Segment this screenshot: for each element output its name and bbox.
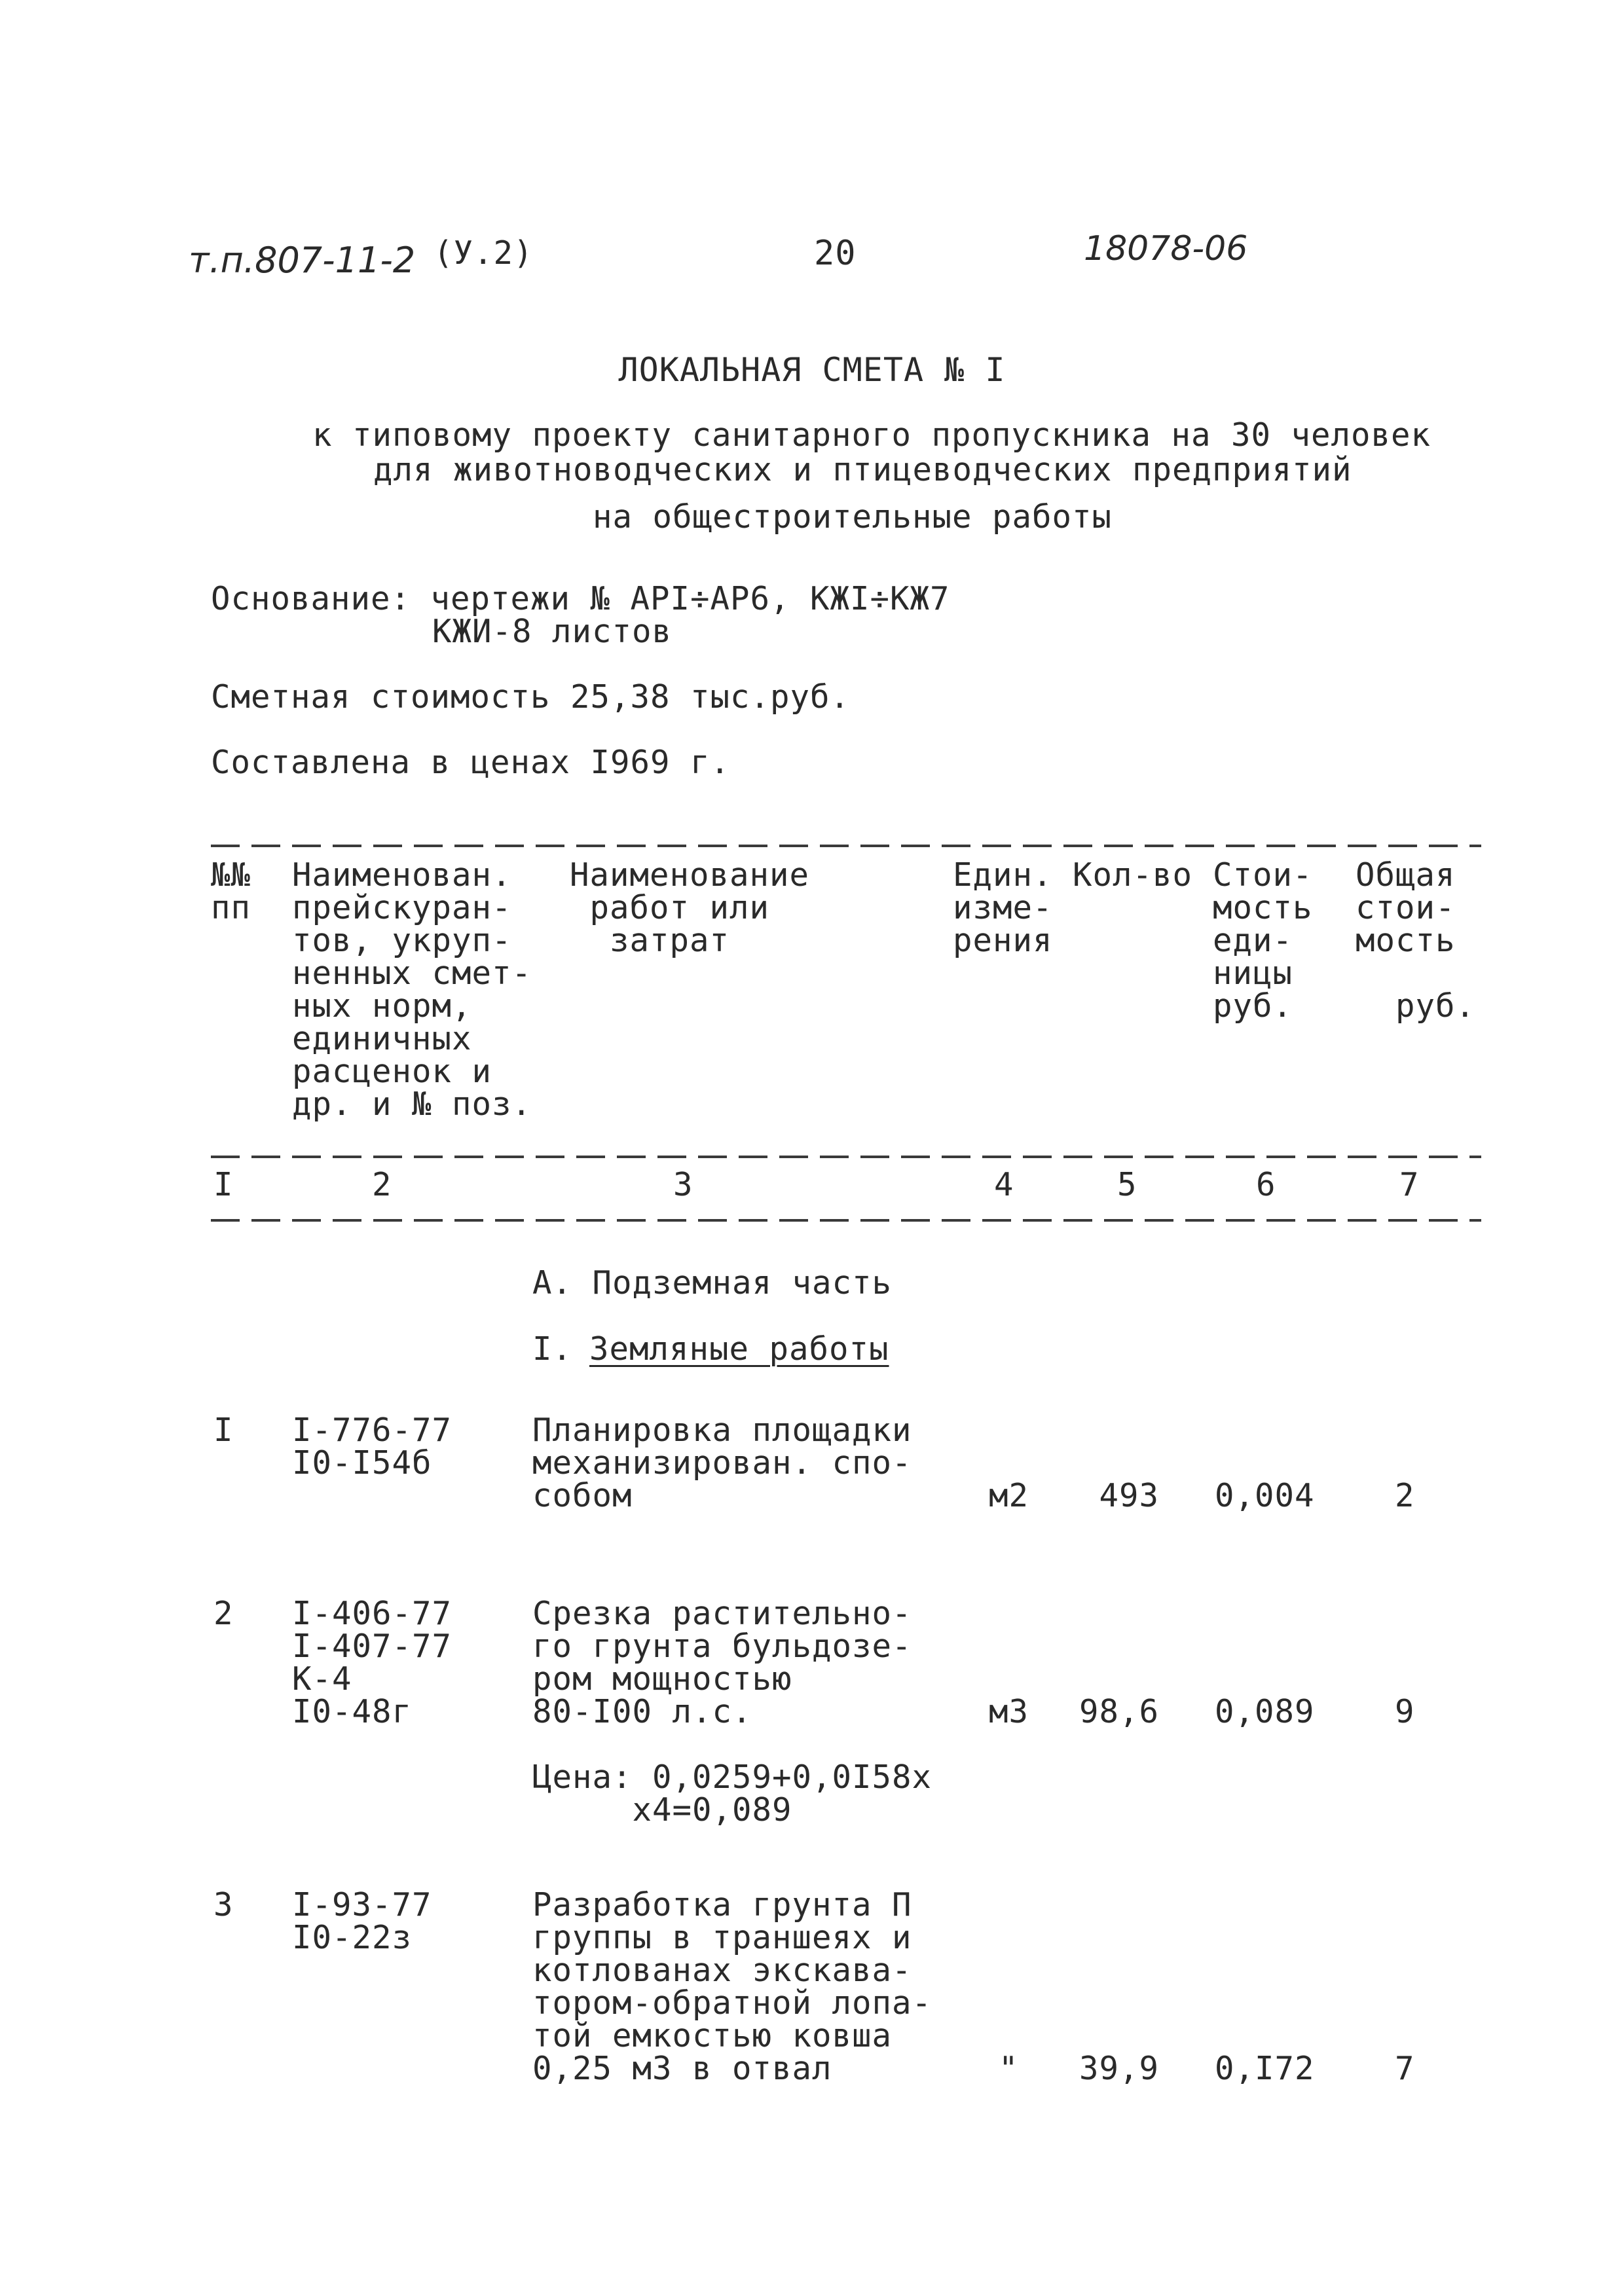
col-number-4: 4 (994, 1166, 1014, 1203)
row-number: 2 (213, 1595, 234, 1632)
row-unit: м3 (989, 1693, 1029, 1730)
title-line-1: к типовому проекту санитарного пропускника на 30 человек (312, 416, 1431, 454)
col-number-1: I (213, 1166, 234, 1203)
header-col-unit-price: Стои- мость еди- ницы руб. (1213, 856, 1313, 1025)
row-unit-price: 0,I72 (1215, 2050, 1315, 2087)
row-work-name: Разработка грунта П группы в траншеях и котлованах экскава- тором-обратной лопа- той емкостью ковша 0,25 м3 в отвал (532, 1886, 932, 2087)
title-line-3: на общестроительные работы (593, 498, 1113, 536)
row-total: 7 (1395, 2050, 1415, 2087)
archive-number: 18078-06 (1084, 229, 1248, 268)
header-col-total: Общая стои- мость руб. (1356, 856, 1476, 1025)
estimate-title: ЛОКАЛЬНАЯ СМЕТА № I (618, 351, 1006, 389)
row-quantity: 493 (1099, 1477, 1159, 1514)
section-1-title: Земляные работы (589, 1330, 889, 1368)
row-unit-price: 0,089 (1215, 1693, 1315, 1730)
row-total: 2 (1395, 1477, 1415, 1514)
col-number-5: 5 (1117, 1166, 1137, 1203)
row-work-name: Планировка площадки механизирован. спо- собом (532, 1412, 912, 1514)
header-col-code: Наименован. прейскуран- тов, укруп- ненных смет- ных норм, единичных расценок и др. и № поз. (292, 856, 532, 1123)
header-col-qty: Кол-во (1073, 856, 1193, 894)
basis-line-1: Основание: чертежи № API÷AP6, КЖI÷КЖ7 (211, 580, 950, 617)
variant-label: (У.2) (434, 234, 534, 272)
col-numbers-bottom-rule (211, 1219, 1481, 1222)
section-1-number: I. (532, 1330, 573, 1368)
row-quantity: 98,6 (1079, 1693, 1159, 1730)
header-col-unit: Един. изме- рения (953, 856, 1053, 959)
col-number-2: 2 (372, 1166, 392, 1203)
doc-code: т.п.807-11-2 (189, 240, 416, 281)
row-work-name: Срезка растительно- го грунта бульдозе- ром мощностью 80-I00 л.с. (532, 1595, 912, 1730)
col-number-6: 6 (1256, 1166, 1276, 1203)
row-code: I-93-77 I0-22з (292, 1886, 432, 1956)
col-number-3: 3 (673, 1166, 693, 1203)
row-total: 9 (1395, 1693, 1415, 1730)
section-a-heading: А. Подземная часть (532, 1264, 893, 1302)
price-basis: Составлена в ценах I969 г. (211, 744, 731, 781)
row-unit: " (999, 2050, 1019, 2087)
basis-line-2: КЖИ-8 листов (432, 613, 673, 650)
row-code: I-776-77 I0-I54б (292, 1412, 452, 1482)
row-number: I (213, 1412, 234, 1449)
row-quantity: 39,9 (1079, 2050, 1159, 2087)
row-unit: м2 (989, 1477, 1029, 1514)
row-unit-price: 0,004 (1215, 1477, 1315, 1514)
row-number: 3 (213, 1886, 234, 1923)
row-code: I-406-77 I-407-77 К-4 I0-48г (292, 1595, 452, 1730)
col-number-7: 7 (1399, 1166, 1420, 1203)
header-col-num: №№ пп (211, 856, 251, 926)
table-top-rule (211, 845, 1481, 847)
row-price-note: Цена: 0,0259+0,0I58х х4=0,089 (532, 1758, 932, 1829)
title-line-2: для животноводческих и птицеводческих предприятий (373, 451, 1352, 488)
header-col-name: Наименование работ или затрат (570, 856, 810, 959)
page-number: 20 (814, 234, 857, 273)
estimated-cost: Сметная стоимость 25,38 тыс.руб. (211, 678, 851, 716)
header-bottom-rule (211, 1156, 1481, 1158)
